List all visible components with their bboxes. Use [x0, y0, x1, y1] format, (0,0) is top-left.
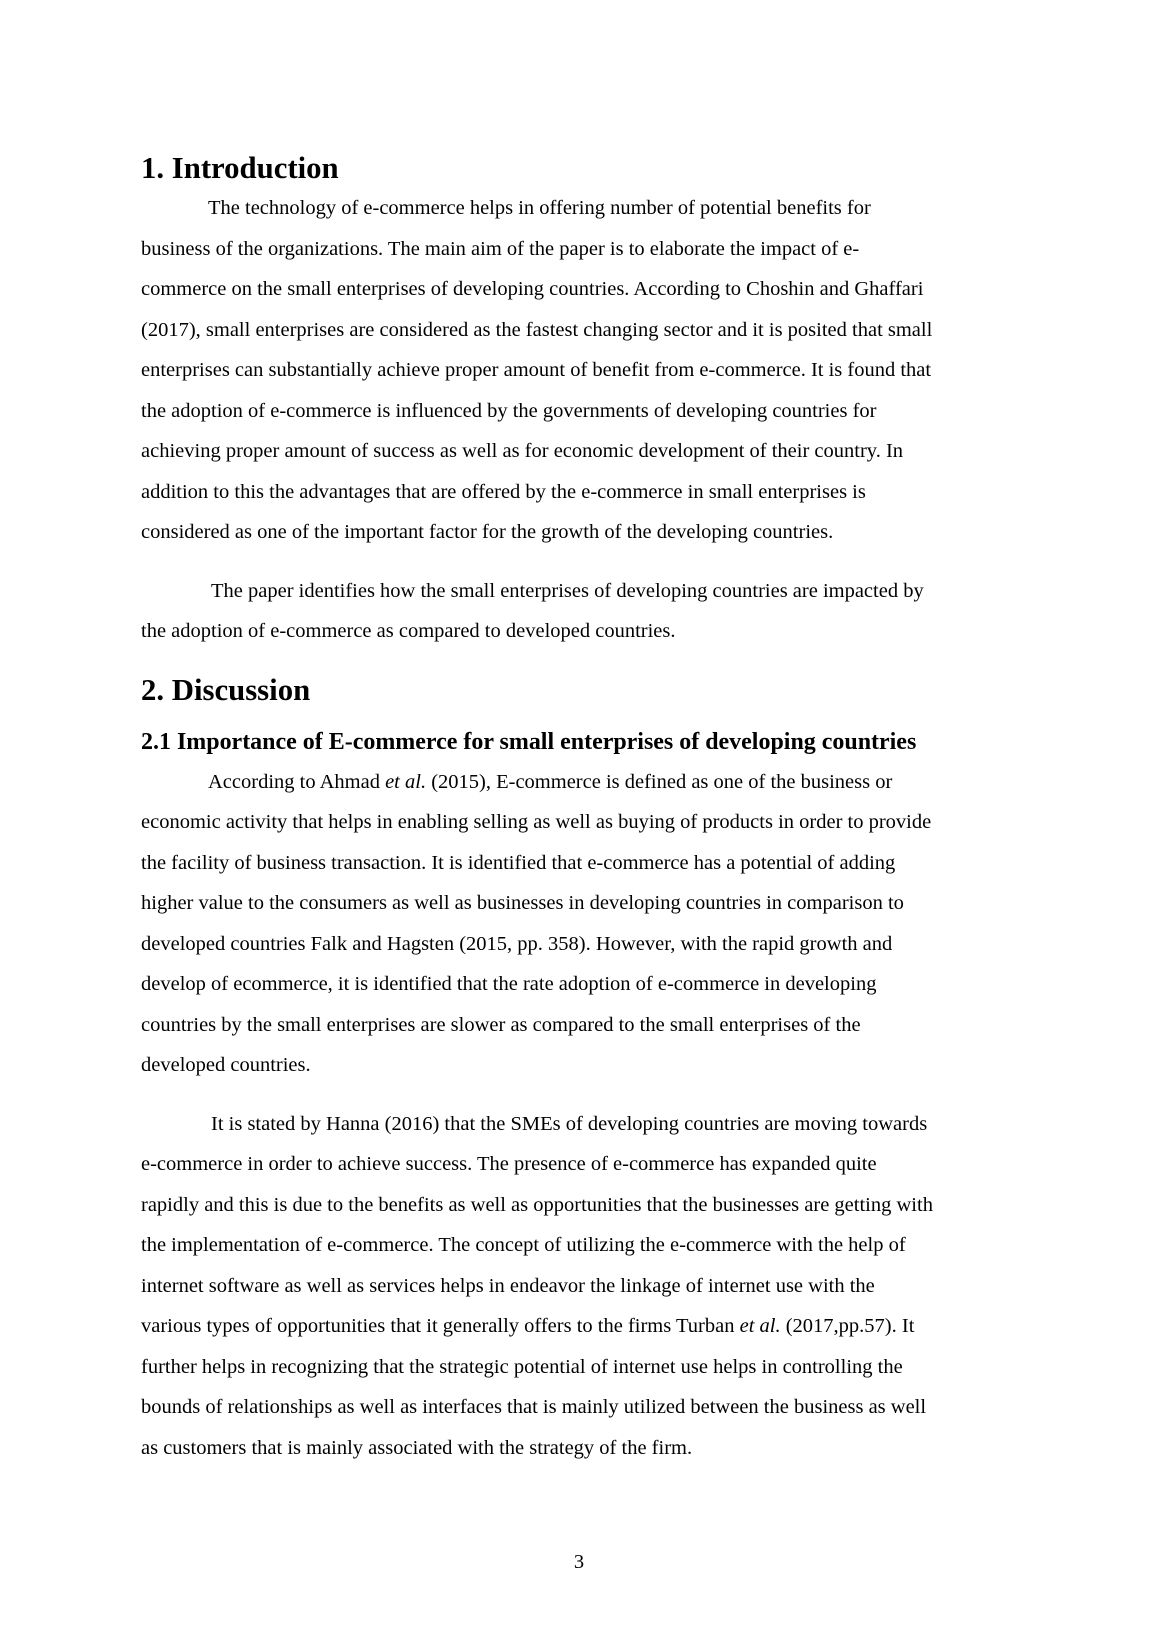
page-content [141, 148, 1056, 1468]
text-line: bounds of relationships as well as interfaces that is mainly utilized between the business as well [141, 1396, 927, 1418]
text-line [141, 1306, 1056, 1347]
page-number: 3 [573, 1551, 585, 1573]
text-line: achieving proper amount of success as well as for economic development of their country. In [141, 440, 904, 462]
text-line: economic activity that helps in enabling selling as well as buying of products in order to provide [141, 811, 932, 833]
text-line: addition to this the advantages that are offered by the e-commerce in small enterprises is [141, 480, 866, 503]
paragraph-gap [141, 710, 1056, 722]
text-line: The paper identifies how the small enterprises of developing countries are impacted by [211, 579, 924, 602]
italic-citation: et al. [739, 1315, 781, 1337]
discussion-paragraph-2 [141, 1104, 1056, 1469]
subsection-heading: 2.1 Importance of E-commerce for small enterprises of developing countries [141, 728, 917, 755]
text-run: various types of opportunities that it generally offers to the firms Turban [141, 1315, 740, 1337]
text-line: business of the organizations. The main aim of the paper is to elaborate the impact of e- [141, 237, 860, 260]
text-line: develop of ecommerce, it is identified that the rate adoption of e-commerce in developing [141, 973, 877, 995]
introduction-paragraph-1 [141, 188, 1056, 553]
text-line: enterprises can substantially achieve proper amount of benefit from e-commerce. It is found that [141, 359, 932, 381]
text-line: The technology of e-commerce helps in offering number of potential benefits for [208, 197, 871, 219]
italic-citation: et al. [385, 770, 427, 793]
text-line: the adoption of e-commerce is influenced by the governments of developing countries for [141, 399, 877, 422]
paragraph-gap [141, 652, 1056, 670]
text-line: the implementation of e-commerce. The concept of utilizing the e-commerce with the help of [141, 1234, 906, 1256]
text-line: the adoption of e-commerce as compared to developed countries. [141, 620, 676, 642]
introduction-heading: 1. Introduction [141, 151, 339, 185]
text-line: considered as one of the important factor for the growth of the developing countries. [141, 521, 834, 543]
text-line [141, 762, 1056, 803]
text-line: commerce on the small enterprises of developing countries. According to Choshin and Ghaffari [141, 278, 924, 300]
paragraph-gap [141, 1086, 1056, 1104]
text-line: developed countries Falk and Hagsten (2015, pp. 358). However, with the rapid growth and [141, 932, 893, 955]
text-line: e-commerce in order to achieve success. The presence of e-commerce has expanded quite [141, 1153, 877, 1175]
text-line: It is stated by Hanna (2016) that the SMEs of developing countries are moving towards [211, 1112, 928, 1135]
discussion-paragraph-1 [141, 762, 1056, 1086]
text-line: higher value to the consumers as well as businesses in developing countries in comparison to [141, 892, 904, 914]
text-line: (2017), small enterprises are considered as the fastest changing sector and it is posited that small [141, 318, 933, 341]
text-line: developed countries. [141, 1054, 311, 1076]
discussion-heading: 2. Discussion [141, 672, 311, 707]
text-line: further helps in recognizing that the strategic potential of internet use helps in controlling the [141, 1355, 903, 1378]
text-run: (2015), E-commerce is defined as one of the business or [426, 770, 893, 793]
text-run: According to Ahmad [208, 770, 386, 793]
text-line: internet software as well as services helps in endeavor the linkage of internet use with the [141, 1274, 875, 1297]
text-line: the facility of business transaction. It is identified that e-commerce has a potential of adding [141, 851, 896, 874]
text-line: rapidly and this is due to the benefits as well as opportunities that the businesses are getting with [141, 1193, 933, 1216]
text-line: countries by the small enterprises are slower as compared to the small enterprises of the [141, 1013, 861, 1036]
text-run: (2017,pp.57). It [780, 1315, 915, 1337]
paragraph-gap [141, 553, 1056, 571]
text-line: as customers that is mainly associated with the strategy of the firm. [141, 1436, 693, 1459]
introduction-paragraph-2 [141, 571, 1056, 652]
